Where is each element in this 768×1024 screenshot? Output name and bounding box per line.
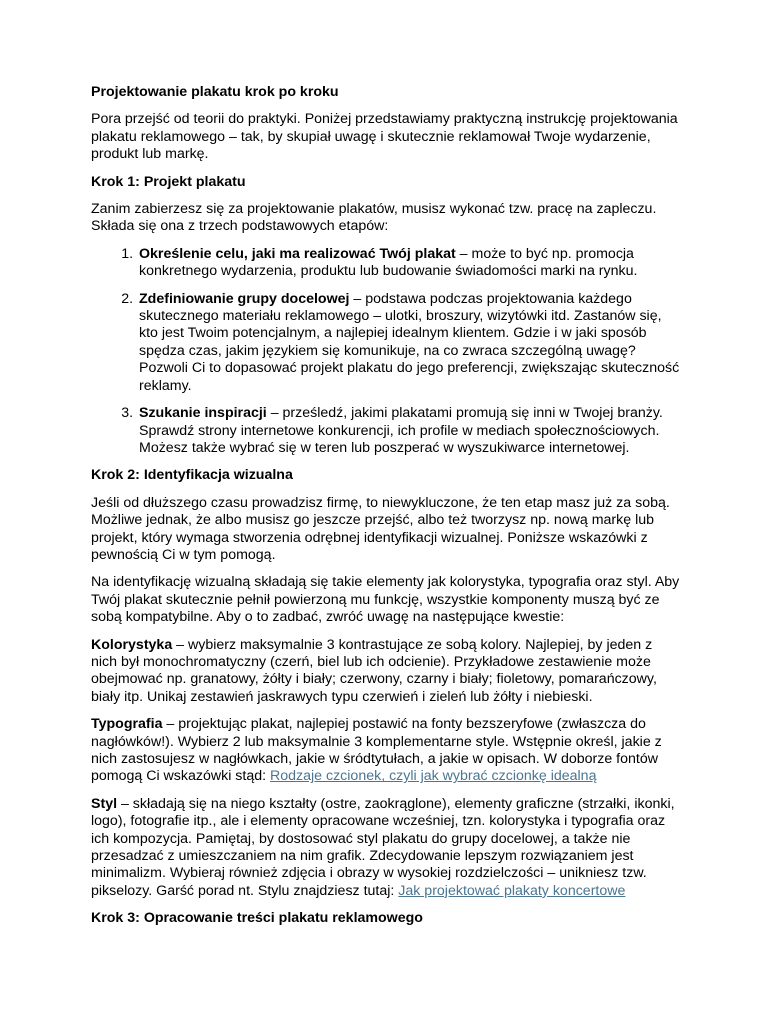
styl-term: Styl: [91, 795, 118, 812]
typografia-paragraph: [91, 716, 681, 786]
list-item-text: – prześledź, jakimi plakatami promują się inni w Twojej branży. Sprawdź strony internetowe konkurencji, ich profile w mediach społecznościowych. Możesz także wybrać się w teren lub poszperać w wyszukiwarce internetowej.: [139, 405, 663, 456]
step2-heading: Krok 2: Identyfikacja wizualna: [91, 467, 293, 484]
list-item: [137, 246, 681, 281]
step3-heading: Krok 3: Opracowanie treści plakatu reklamowego: [91, 910, 423, 927]
list-item-term: Określenie celu, jaki ma realizować Twój plakat: [139, 245, 456, 262]
concert-posters-link[interactable]: Jak projektować plakaty koncertowe: [398, 882, 626, 899]
step1-list: [91, 246, 681, 457]
step1-heading: Krok 1: Projekt plakatu: [91, 173, 246, 190]
typografia-text: – projektując plakat, najlepiej postawić na fonty bezszeryfowe (zwłaszcza do nagłówków!). Wybierz 2 lub maksymalnie 3 komplementarne style. Wstępnie określ, jakie z nich zastosujesz w nagłówkach, jakie w śródtytułach, a jakie w opisach. W doborze fontów pomogą Ci wskazówki stąd:: [91, 716, 662, 785]
list-item-term: Zdefiniowanie grupy docelowej: [139, 290, 350, 307]
document-page: [91, 84, 681, 938]
fonts-guide-link[interactable]: Rodzaje czcionek, czyli jak wybrać czcionkę idealną: [270, 768, 597, 785]
document-title: Projektowanie plakatu krok po kroku: [91, 84, 339, 100]
intro-paragraph: Pora przejść od teorii do praktyki. Poniżej przedstawiamy praktyczną instrukcję projektowania plakatu reklamowego – tak, by skupiał uwagę i skutecznie reklamował Twoje wydarzenie, produkt lub markę.: [91, 111, 678, 163]
list-item: [137, 405, 681, 457]
list-item-term: Szukanie inspiracji: [139, 405, 267, 422]
kolorystyka-text: – wybierz maksymalnie 3 kontrastujące ze sobą kolory. Najlepiej, by jeden z nich był monochromatyczny (czerń, biel lub ich odcienie). Przykładowe zestawienie może obejmować np. granatowy, żółty i biały; czerwony, czarny i biały; fioletowy, pomarańczowy, biały itp. Unikaj zestawień jaskrawych typu czerwień i zieleń lub żółty i niebieski.: [91, 636, 657, 705]
list-item-text: – podstawa podczas projektowania każdego skutecznego materiału reklamowego – ulotki, broszury, wizytówki itd. Zastanów się, kto jest Twoim potencjalnym, a najlepiej idealnym klientem. Gdzie i w jaki sposób spędza czas, jakim językiem się komunikuje, na co zwraca szczególną uwagę? Pozwoli Ci to dopasować projekt plakatu do jego preferencji, zwiększając skuteczność reklamy.: [139, 290, 680, 394]
step1-intro: Zanim zabierzesz się za projektowanie plakatów, musisz wykonać tzw. pracę na zapleczu. Składa się ona z trzech podstawowych etapów:: [91, 201, 657, 235]
typografia-term: Typografia: [91, 716, 163, 733]
step2-paragraph-1: Jeśli od dłuższego czasu prowadzisz firmę, to niewykluczone, że ten etap masz już za sobą. Możliwe jednak, że albo musisz go jeszcze przejść, albo też tworzysz np. nową markę lub projekt, który wymaga stworzenia odrębnej identyfikacji wizualnej. Poniższe wskazówki z pewnością Ci w tym pomogą.: [91, 494, 670, 563]
list-item-text: – może to być np. promocja konkretnego wydarzenia, produktu lub budowanie świadomości marki na rynku.: [139, 245, 638, 280]
styl-text: – składają się na niego kształty (ostre, zaokrąglone), elementy graficzne (strzałki, ikonki, logo), fotografie itp., ale i elementy opracowane wcześniej, tzn. kolorystyka i typografia oraz ich kompozycja. Pamiętaj, by dostosować styl plakatu do grupy docelowej, a także nie przesadzać z umieszczaniem na nim grafik. Zdecydowanie lepszym rozwiązaniem jest minimalizm. Wybieraj również zdjęcia i obrazy w wysokiej rozdzielczości – unikniesz tzw. pikselozy. Garść porad nt. Stylu znajdziesz tutaj:: [91, 795, 675, 899]
kolorystyka-paragraph: [91, 637, 681, 707]
kolorystyka-term: Kolorystyka: [91, 636, 173, 653]
styl-paragraph: [91, 796, 681, 900]
list-item: [137, 291, 681, 395]
step2-paragraph-2: Na identyfikację wizualną składają się takie elementy jak kolorystyka, typografia oraz styl. Aby Twój plakat skutecznie pełnił powierzoną mu funkcję, wszystkie komponenty muszą być ze sobą kompatybilne. Aby o to zadbać, zwróć uwagę na następujące kwestie:: [91, 574, 680, 626]
